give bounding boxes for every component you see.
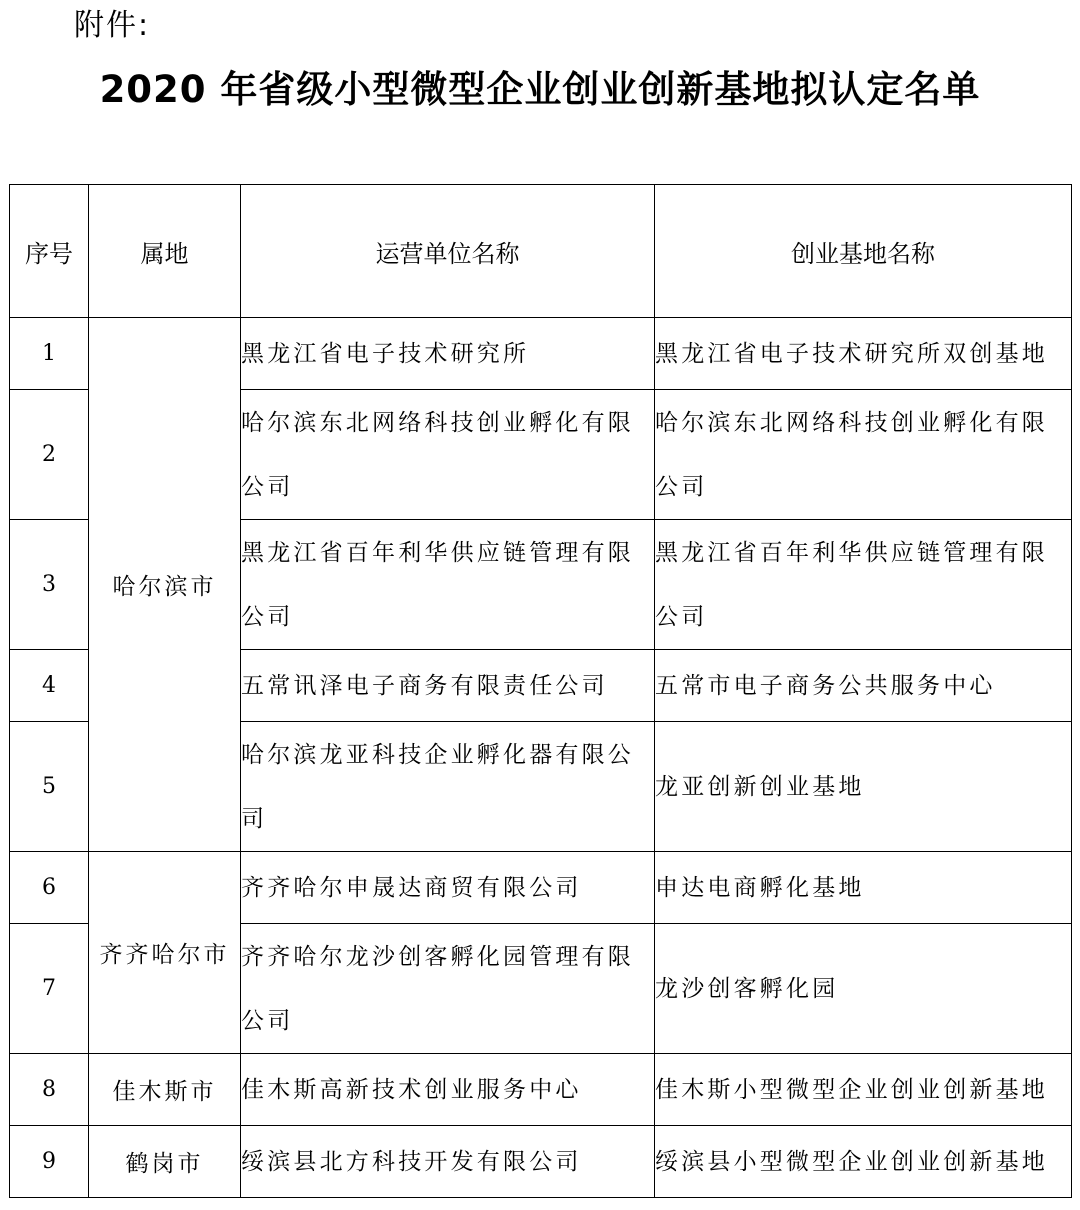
base-list-table bbox=[9, 184, 1072, 1198]
header-seq: 序号 bbox=[10, 185, 89, 318]
base-cell: 哈尔滨东北网络科技创业孵化有限公司 bbox=[655, 390, 1072, 520]
base-cell: 黑龙江省百年利华供应链管理有限公司 bbox=[655, 520, 1072, 650]
row-seq: 4 bbox=[10, 650, 89, 722]
operator-cell: 哈尔滨东北网络科技创业孵化有限公司 bbox=[241, 390, 655, 520]
base-cell: 龙亚创新创业基地 bbox=[655, 722, 1072, 852]
page-title: 2020 年省级小型微型企业创业创新基地拟认定名单 bbox=[99, 68, 981, 111]
table-row bbox=[10, 318, 1072, 390]
table-row bbox=[10, 1126, 1072, 1198]
operator-cell: 齐齐哈尔龙沙创客孵化园管理有限公司 bbox=[241, 924, 655, 1054]
operator-cell: 黑龙江省电子技术研究所 bbox=[241, 318, 655, 390]
row-seq: 6 bbox=[10, 852, 89, 924]
header-operator: 运营单位名称 bbox=[241, 185, 655, 318]
base-cell: 黑龙江省电子技术研究所双创基地 bbox=[655, 318, 1072, 390]
location-cell: 齐齐哈尔市 bbox=[89, 852, 241, 1054]
table-row bbox=[10, 1054, 1072, 1126]
location-cell: 佳木斯市 bbox=[89, 1054, 241, 1126]
header-base: 创业基地名称 bbox=[655, 185, 1072, 318]
operator-cell: 绥滨县北方科技开发有限公司 bbox=[241, 1126, 655, 1198]
row-seq: 8 bbox=[10, 1054, 89, 1126]
row-seq: 5 bbox=[10, 722, 89, 852]
operator-cell: 哈尔滨龙亚科技企业孵化器有限公司 bbox=[241, 722, 655, 852]
location-cell: 哈尔滨市 bbox=[89, 318, 241, 852]
operator-cell: 黑龙江省百年利华供应链管理有限公司 bbox=[241, 520, 655, 650]
base-cell: 申达电商孵化基地 bbox=[655, 852, 1072, 924]
location-cell: 鹤岗市 bbox=[89, 1126, 241, 1198]
base-cell: 佳木斯小型微型企业创业创新基地 bbox=[655, 1054, 1072, 1126]
row-seq: 1 bbox=[10, 318, 89, 390]
base-cell: 五常市电子商务公共服务中心 bbox=[655, 650, 1072, 722]
operator-cell: 齐齐哈尔申晟达商贸有限公司 bbox=[241, 852, 655, 924]
row-seq: 3 bbox=[10, 520, 89, 650]
header-location: 属地 bbox=[89, 185, 241, 318]
table-header-row bbox=[10, 185, 1072, 318]
attachment-label: 附件: bbox=[74, 8, 151, 43]
base-cell: 龙沙创客孵化园 bbox=[655, 924, 1072, 1054]
operator-cell: 佳木斯高新技术创业服务中心 bbox=[241, 1054, 655, 1126]
operator-cell: 五常讯泽电子商务有限责任公司 bbox=[241, 650, 655, 722]
table-row bbox=[10, 852, 1072, 924]
row-seq: 7 bbox=[10, 924, 89, 1054]
row-seq: 2 bbox=[10, 390, 89, 520]
base-cell: 绥滨县小型微型企业创业创新基地 bbox=[655, 1126, 1072, 1198]
row-seq: 9 bbox=[10, 1126, 89, 1198]
